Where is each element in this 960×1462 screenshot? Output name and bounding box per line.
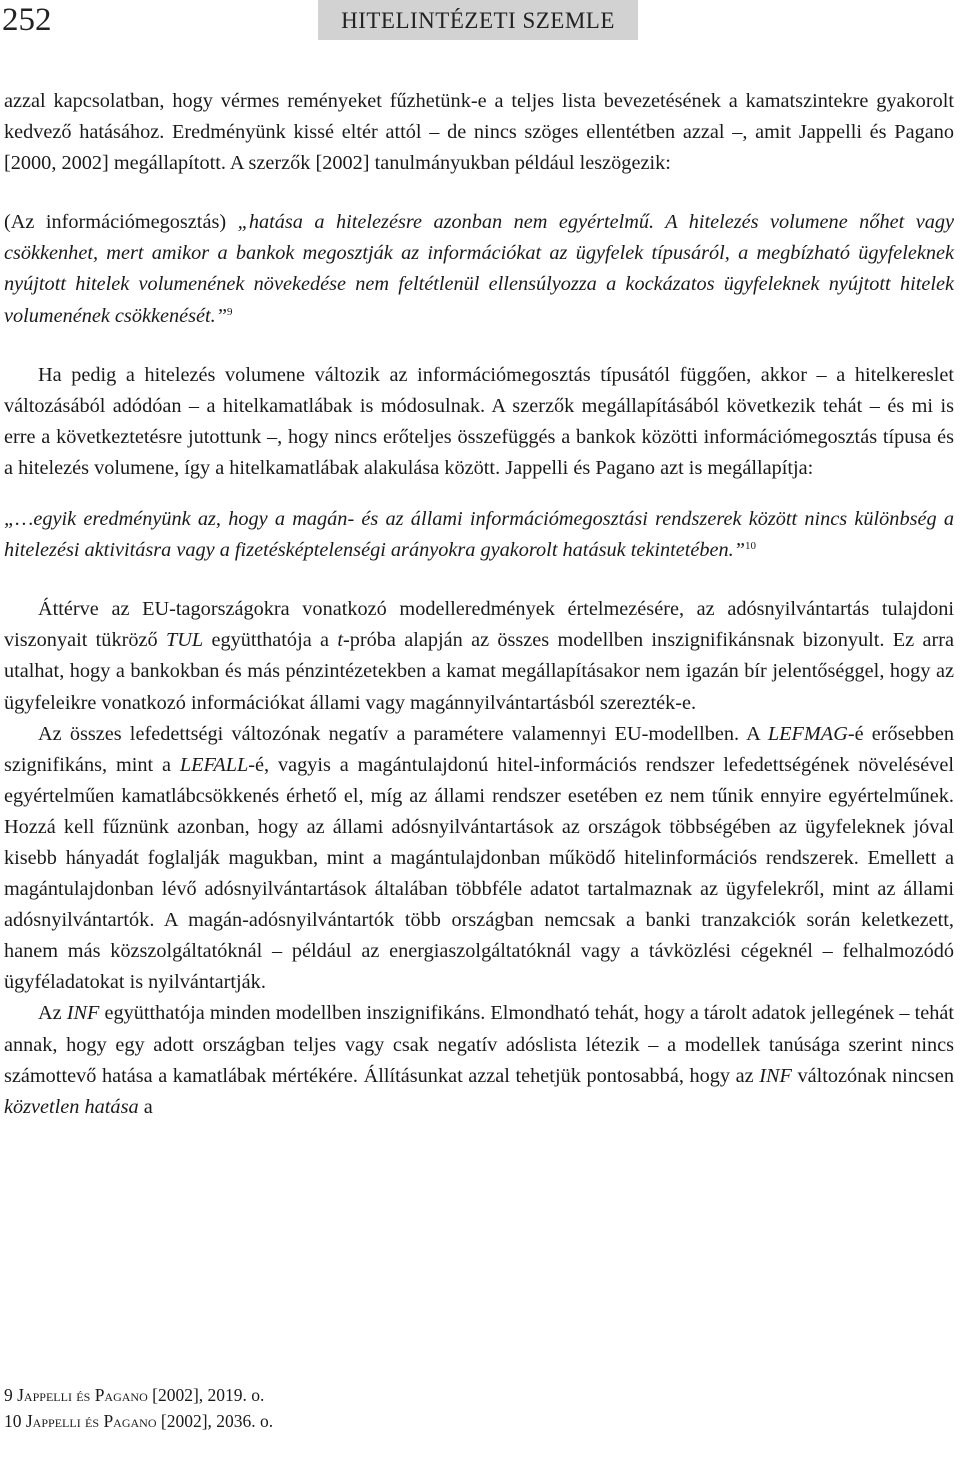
variable-lefmag: LEFMAG — [767, 722, 848, 745]
block-quote-2 — [4, 504, 954, 566]
variable-lefall: LEFALL — [179, 753, 249, 776]
article-body — [4, 86, 954, 1123]
emphasis-text: közvetlen hatása — [4, 1095, 139, 1118]
paragraph-eu-results: Áttérve az EU-tagországokra vonatkozó modelleredmények értelmezésére, az adósnyilvántartás tulajdoni viszonyait tükröző TUL együtthatója a t-próba alapján az összes modellben inszignifikánsnak bizonyult. Ez arra utalhat, hogy a bankokban és más pénzintézetekben a kamat megállapításakor nem igazán bír jelentőséggel, hogy az ügyfeleikre vonatkozó információkat állami vagy magánnyilvántartásból szerezték-e. — [4, 598, 954, 714]
quote-text: „…egyik eredményünk az, hogy a magán- és az állami információmegosztási rendszerek között nincs különbség a hitelezési aktivitásra vagy a fizetésképtelenségi arányokra gyakorolt hatásuk tekintetében.” — [4, 508, 954, 562]
quote-lead: (Az információmegosztás) — [4, 211, 238, 234]
variable-t: t — [337, 629, 343, 652]
footnote-ref-9: 9 — [227, 305, 233, 318]
footnote-ref-10: 10 — [745, 540, 757, 553]
paragraph-volume: Ha pedig a hitelezés volumene változik az információmegosztás típusától függően, akkor – a hitelkereslet változásából adódóan – a hitelkamatlábak is módosulnak. A szerzők megállapításából következik tehát – és mi is erre a következtetésre jutottunk –, hogy nincs erőteljes összefüggés a bankok közötti információmegosztás típusa és a hitelezés volumene, így a hitelkamatlábak alakulása között. Jappelli és Pagano azt is megállapítja: — [4, 363, 954, 479]
variable-tul: TUL — [165, 629, 204, 652]
footnotes — [4, 1382, 954, 1434]
block-quote-1 — [4, 207, 954, 331]
paragraph-inf: Az INF együtthatója minden modellben inszignifikáns. Elmondható tehát, hogy a tárolt adatok jellegének – tehát annak, hogy egy adott országban teljes vagy csak negatív adóslista létezik – a modellek tanúsága szerint nincs számottevő hatása a kamatlábak mértékére. Állításunkat azzal tehetjük pontosabbá, hogy az INF változónak nincsen közvetlen hatása a — [4, 1002, 954, 1118]
variable-inf: INF — [66, 1002, 100, 1025]
footnote-9: 9 Jappelli és Pagano [2002], 2019. o. — [4, 1385, 265, 1405]
journal-title: HITELINTÉZETI SZEMLE — [318, 0, 638, 40]
paragraph-intro: azzal kapcsolatban, hogy vérmes reményeket fűzhetünk-e a teljes lista bevezetésének a kamatszintekre gyakorolt kedvező hatásához. Eredményünk kissé eltér attól – de nincs szöges ellentétben azzal –, amit Jappelli és Pagano [2000, 2002] megállapított. A szerzők [2002] tanulmányukban például leszögezik: — [4, 90, 954, 175]
paragraph-coverage: Az összes lefedettségi változónak negatív a paramétere valamennyi EU-modellben. A LEFMAG-é erősebben szignifikáns, mint a LEFALL-é, vagyis a magántulajdonú hitel-információs rendszer lefedettségének növelésével egyértelműen kamatlábcsökkenés érhető el, míg az állami rendszer esetében ez nem tűnik ennyire egyértelműnek. Hozzá kell fűznünk azonban, hogy az állami adósnyilvántartások az országok többségében az ügyfeleknek jóval kisebb hányadát foglalják magukban, mint a magántulajdonban működő hitelinformációs rendszerek. Emellett a magántulajdonban lévő adósnyilvántartások általában többféle adatot tartalmaznak az ügyfelekről, mint az állami adósnyilvántartók. A magán-adósnyilvántartók több országban nemcsak a banki tranzakciók során keletkezett, hanem más közszolgáltatóknál – például az energiaszolgáltatóknál vagy a távközlési cégeknél – felhalmozódó ügyféladatokat is nyilvántartják. — [4, 722, 954, 994]
variable-inf: INF — [759, 1064, 792, 1087]
page-header — [0, 0, 960, 42]
footnote-10: 10 Jappelli és Pagano [2002], 2036. o. — [4, 1411, 274, 1431]
page-number: 252 — [2, 2, 52, 38]
quote-text: „hatása a hitelezésre azonban nem egyértelmű. A hitelezés volumene nőhet vagy csökkenhet, mert amikor a bankok megosztják az információkat az ügyfelek típusáról, a megbízható ügyfeleknek nyújtott hitelek volumenének növekedése nem feltétlenül ellensúlyozza a kockázatos ügyfeleknek nyújtott hitelek volumenének csökkenését.” — [4, 211, 954, 327]
